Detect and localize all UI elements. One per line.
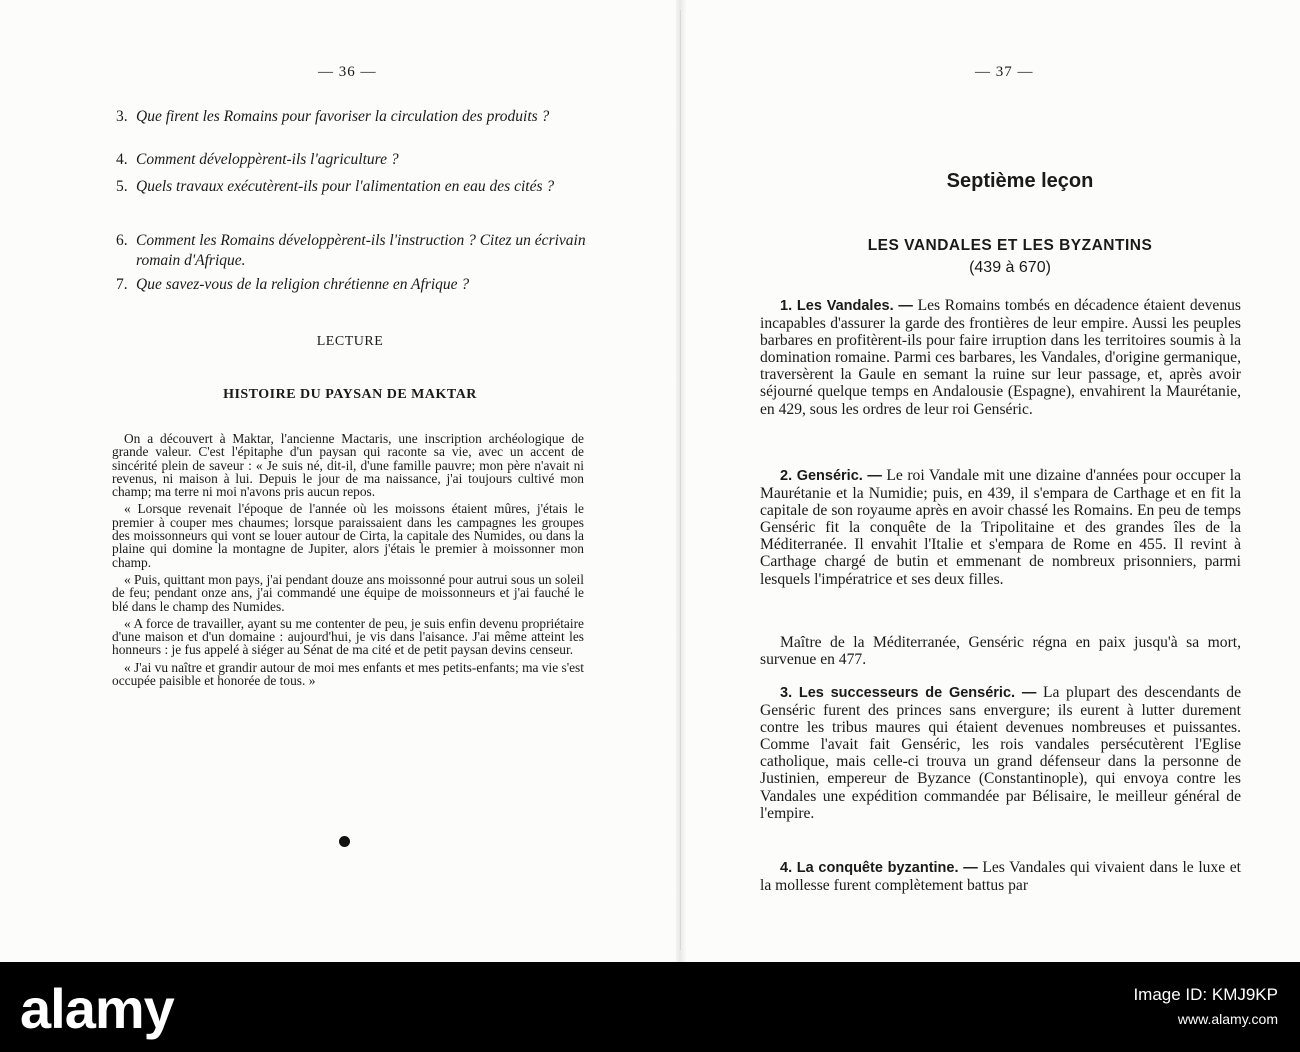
alamy-logo: alamy: [20, 977, 174, 1040]
section-label: 3. Les successeurs de Genséric. —: [780, 685, 1037, 701]
section-genseric: [760, 467, 1241, 588]
section-text: Maître de la Méditerranée, Genséric régna en paix jusqu'à sa mort, survenue en 477.: [760, 634, 1241, 669]
question-3: [116, 108, 596, 125]
question-text: Que savez-vous de la religion chrétienne en Afrique ?: [136, 276, 470, 293]
question-number: 6.: [116, 232, 128, 249]
question-number: 5.: [116, 178, 128, 195]
question-text: Que firent les Romains pour favoriser la circulation des produits ?: [136, 108, 550, 125]
section-conquete-byzantine: [760, 859, 1241, 894]
question-number: 3.: [116, 108, 128, 125]
question-number: 4.: [116, 151, 128, 168]
question-text: Comment les Romains développèrent-ils l'instruction ? Citez un écrivain romain d'Afrique.: [136, 232, 586, 269]
question-text: Quels travaux exécutèrent-ils pour l'alimentation en eau des cités ?: [136, 178, 555, 195]
gutter-fold-line: [680, 10, 681, 950]
book-gutter: [676, 0, 686, 962]
reading-paragraph: « Lorsque revenait l'époque de l'année où les moissons étaient mûres, j'étais le premier à couper mes chaumes; lorsque paraissaient dans les campagnes les groupes des moissonneurs qui vont se louer autour de Cirta, la capitale des Numides, ou dans la plaine qui domine la montagne de Jupiter, alors j'étais le premier à moissonner mon champ.: [112, 501, 584, 570]
lecture-heading: LECTURE: [316, 334, 384, 349]
section-vandales: [760, 297, 1241, 418]
reading-paragraph: « A force de travailler, ayant su me contenter de peu, je suis enfin devenu propriétaire d'une maison et d'un domaine : aujourd'hui, je vis dans l'aisance. J'ai même atteint les honneurs : je fus appelé à siéger au Sénat de ma cité et de petit paysan devins censeur.: [112, 615, 584, 658]
right-page-number: — 37 —: [975, 64, 1034, 80]
question-6: [116, 231, 596, 271]
stock-footer-bar: [0, 962, 1300, 1052]
section-label: 4. La conquête byzantine. —: [780, 860, 978, 876]
question-7: [116, 276, 596, 293]
section-text: Les Vandales qui vivaient dans le luxe et la mollesse furent complètement battus par: [760, 859, 1241, 895]
question-4: [116, 151, 596, 168]
site-url: www.alamy.com: [1177, 1011, 1278, 1027]
section-genseric-peace: [760, 634, 1241, 668]
question-number: 7.: [116, 276, 128, 293]
section-text: La plupart des descendants de Genséric furent des princes sans envergure; ils eurent à lutter durement contre les tribus maures qui étaient devenues nombreuses et puissantes. Comme l'avait fait Genséric, les rois vandales persécutèrent l'Eglise catholique, mais celle-ci trouva un grand défenseur dans la personne de Justinien, empereur de Byzance (Constantinople), qui envoya contre les Vandales une expédition commandée par Bélisaire, le meilleur général de l'empire.: [760, 684, 1241, 822]
question-5: [116, 178, 596, 195]
reading-paragraph: On a découvert à Maktar, l'ancienne Mactaris, une inscription archéologique de grande valeur. C'est l'épitaphe d'un paysan qui raconte sa vie, avec un accent de sincérité plein de saveur : « Je suis né, dit-il, d'une famille pauvre; mon père n'avait ni revenus, ni maison à lui. Depuis le jour de ma naissance, j'ai toujours cultivé mon champ; ma terre ni moi n'avons pris aucun repos.: [112, 431, 584, 500]
chapter-dates: (439 à 670): [969, 259, 1051, 276]
question-text: Comment développèrent-ils l'agriculture ?: [136, 151, 399, 168]
chapter-heading: LES VANDALES ET LES BYZANTINS: [867, 237, 1153, 254]
footer-info: [1133, 982, 1278, 1032]
section-text: Le roi Vandale mit une dizaine d'années pour occuper la Maurétanie et la Numidie; puis, en 439, il s'empara de Carthage et en fit la capitale de son royaume après en avoir chassé les Romains. En peu de temps Genséric fit la conquête de la Tripolitaine et des grandes îles de la Méditerranée. Il envahit l'Italie et s'empara de Rome en 455. Il revint à Carthage chargé de butin et emmenant de nombreux prisonniers, parmi lesquels l'impératrice et ses deux filles.: [760, 467, 1241, 588]
image-id-label: Image ID: KMJ9KP: [1133, 985, 1278, 1004]
reading-text: [112, 432, 584, 691]
left-page-number: — 36 —: [318, 64, 377, 80]
end-bullet-dot: [339, 836, 350, 847]
section-label: 2. Genséric. —: [780, 468, 882, 484]
reading-paragraph: « Puis, quittant mon pays, j'ai pendant douze ans moissonné pour autrui sous un soleil de feu; pendant onze ans, j'ai commandé une équipe de moissonneurs et j'ai fauché le blé dans le champ des Numides.: [112, 571, 584, 614]
lesson-title: Septième leçon: [946, 170, 1094, 192]
reading-paragraph: « J'ai vu naître et grandir autour de moi mes enfants et mes petits-enfants; ma vie s'est occupée paisible et honorée de tous. »: [112, 659, 584, 689]
reading-title: HISTOIRE DU PAYSAN DE MAKTAR: [223, 387, 477, 402]
section-text: Les Romains tombés en décadence étaient devenus incapables d'assurer la garde des frontières de leur empire. Aussi les peuples barbares en profitèrent-ils pour faire irruption dans les territoires soumis à la domination romaine. Parmi ces barbares, les Vandales, d'origine germanique, traversèrent la Gaule en semant la ruine sur leur passage, et, après avoir séjourné quelque temps en Andalousie (Espagne), envahirent la Maurétanie, en 429, sous les ordres de leur roi Genséric.: [760, 297, 1241, 418]
section-label: 1. Les Vandales. —: [780, 298, 913, 314]
section-successeurs: [760, 684, 1241, 822]
